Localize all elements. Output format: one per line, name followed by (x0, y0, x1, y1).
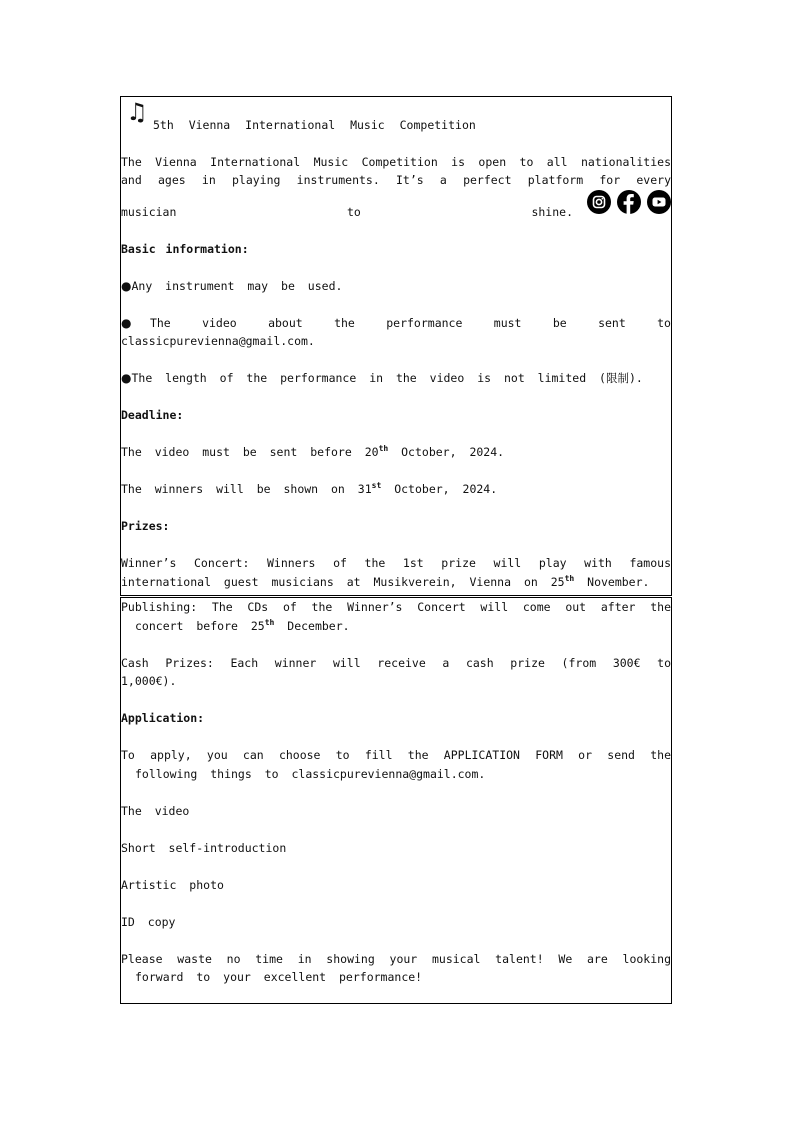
bullet-icon: ● (121, 315, 150, 330)
deadline-heading: Deadline: (121, 408, 184, 422)
youtube-icon[interactable] (647, 190, 671, 214)
closing-paragraph: Please waste no time in showing your musical talent! We are looking forward to your excellent performance! (121, 951, 671, 984)
application-item-photo: Artistic photo (121, 877, 224, 892)
prize-concert: Winner’s Concert: Winners of the 1st prize will play with famous international guest musicians at Musikverein, Vienna on 25th November. (121, 556, 671, 589)
prizes-heading: Prizes: (121, 519, 170, 533)
basic-item-1: ●Any instrument may be used. (121, 278, 343, 293)
application-item-intro: Short self-introduction (121, 840, 287, 855)
application-intro: To apply, you can choose to fill the APPLICATION FORM or send the following things to classicpurevienna@gmail.com. (121, 748, 671, 781)
basic-item-2: ●The video about the performance must be sent to classicpurevienna@gmail.com. (121, 315, 671, 348)
application-item-video: The video (121, 803, 190, 818)
title-row (121, 97, 671, 134)
basic-item-3: ●The length of the performance in the video is not limited (限制). (121, 371, 643, 385)
facebook-icon[interactable] (617, 190, 641, 214)
deadline-video: The video must be sent before 20th October, 2024. (121, 444, 505, 459)
instagram-icon[interactable] (587, 190, 611, 214)
application-heading: Application: (121, 711, 205, 725)
competition-title: 5th Vienna International Music Competition (153, 117, 476, 132)
bullet-icon: ● (121, 371, 132, 385)
application-item-id: ID copy (121, 914, 176, 929)
poster-section-top (120, 96, 672, 596)
bullet-icon: ● (121, 278, 132, 293)
intro-paragraph (121, 153, 671, 222)
basic-info-heading: Basic information: (121, 241, 249, 256)
music-note-icon: ♫ (126, 98, 148, 126)
poster-section-bottom (120, 597, 672, 1004)
intro-text: The Vienna International Music Competition is open to all nationalities and ages in playing instruments. It’s a perfect platform for every musician to shine. (121, 154, 671, 219)
social-icons (587, 190, 671, 214)
prize-publishing: Publishing: The CDs of the Winner’s Concert will come out after the concert before 25th December. (121, 600, 671, 633)
deadline-winners: The winners will be shown on 31st October, 2024. (121, 481, 498, 496)
prize-cash: Cash Prizes: Each winner will receive a cash prize (from 300€ to 1,000€). (121, 655, 671, 688)
